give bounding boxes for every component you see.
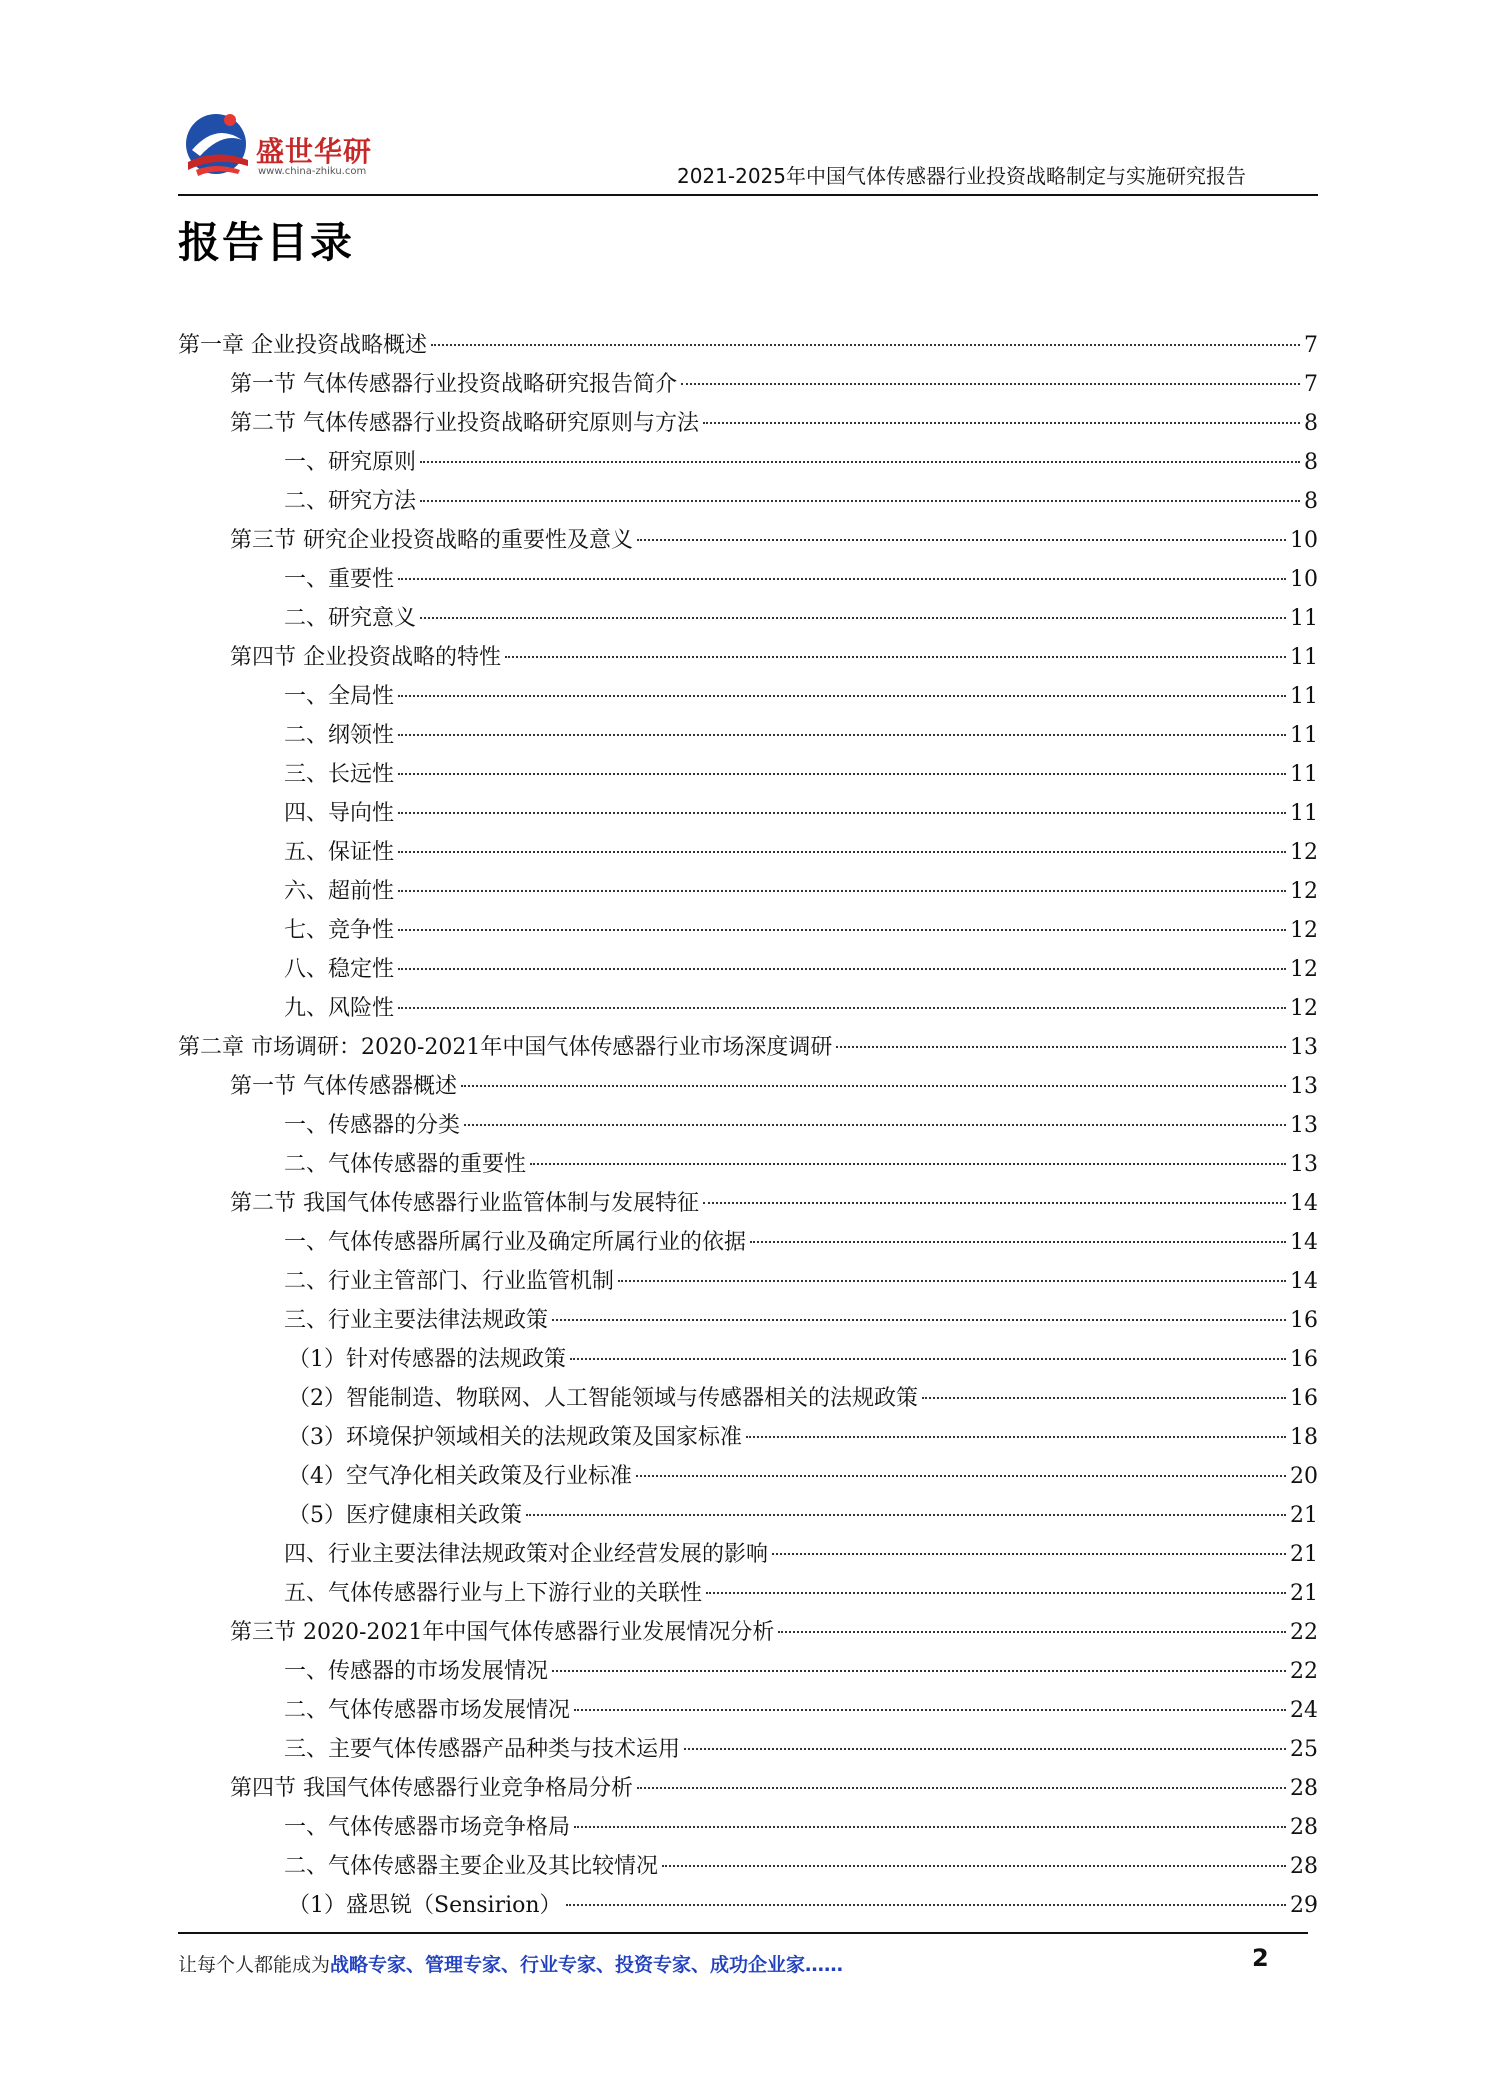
toc-entry-page: 8 xyxy=(1304,489,1318,514)
toc-entry-title: 第二章 市场调研：2020-2021年中国气体传感器行业市场深度调研 xyxy=(178,1035,833,1060)
toc-entry-page: 22 xyxy=(1290,1620,1318,1645)
toc-dot-leader xyxy=(398,890,1286,892)
toc-entry-page: 12 xyxy=(1290,996,1318,1021)
table-of-contents xyxy=(178,326,1318,1925)
toc-entry[interactable] xyxy=(178,1691,1318,1730)
toc-entry-page: 11 xyxy=(1290,684,1318,709)
toc-entry-title: 第一节 气体传感器概述 xyxy=(230,1074,457,1099)
toc-entry-title: 三、主要气体传感器产品种类与技术运用 xyxy=(284,1737,681,1762)
toc-dot-leader xyxy=(750,1241,1286,1243)
toc-entry[interactable] xyxy=(178,482,1318,521)
toc-dot-leader xyxy=(398,812,1286,814)
toc-entry-page: 16 xyxy=(1290,1308,1318,1333)
toc-entry-title: 六、超前性 xyxy=(284,879,395,904)
toc-entry[interactable] xyxy=(178,1418,1318,1457)
toc-entry[interactable] xyxy=(178,716,1318,755)
toc-entry-page: 21 xyxy=(1290,1542,1318,1567)
toc-entry-page: 13 xyxy=(1290,1035,1318,1060)
toc-entry-page: 8 xyxy=(1304,450,1318,475)
toc-entry-title: 一、传感器的分类 xyxy=(284,1113,461,1138)
toc-entry-page: 21 xyxy=(1290,1503,1318,1528)
toc-dot-leader xyxy=(530,1163,1286,1165)
toc-entry-title: 二、研究意义 xyxy=(284,606,417,631)
toc-entry[interactable] xyxy=(178,365,1318,404)
toc-dot-leader xyxy=(681,383,1300,385)
toc-entry[interactable] xyxy=(178,872,1318,911)
page-header xyxy=(178,100,1318,196)
toc-entry-page: 7 xyxy=(1304,333,1318,358)
toc-dot-leader xyxy=(398,695,1286,697)
toc-entry-page: 10 xyxy=(1290,567,1318,592)
toc-entry[interactable] xyxy=(178,1730,1318,1769)
toc-entry-title: 第二节 我国气体传感器行业监管体制与发展特征 xyxy=(230,1191,699,1216)
toc-entry-page: 24 xyxy=(1290,1698,1318,1723)
toc-dot-leader xyxy=(398,851,1286,853)
toc-dot-leader xyxy=(703,1202,1286,1204)
toc-entry-title: 第三节 2020-2021年中国气体传感器行业发展情况分析 xyxy=(230,1620,775,1645)
toc-dot-leader xyxy=(398,1007,1286,1009)
toc-entry-title: 第一章 企业投资战略概述 xyxy=(178,333,427,358)
toc-entry[interactable] xyxy=(178,1379,1318,1418)
company-logo xyxy=(178,100,378,180)
toc-entry-page: 28 xyxy=(1290,1815,1318,1840)
toc-entry-page: 25 xyxy=(1290,1737,1318,1762)
toc-entry-title: （4）空气净化相关政策及行业标准 xyxy=(288,1464,632,1489)
toc-entry-page: 11 xyxy=(1290,645,1318,670)
footer-divider xyxy=(178,1932,1308,1934)
toc-entry-page: 16 xyxy=(1290,1386,1318,1411)
toc-entry-title: （2）智能制造、物联网、人工智能领域与传感器相关的法规政策 xyxy=(288,1386,918,1411)
toc-entry-page: 20 xyxy=(1290,1464,1318,1489)
toc-entry-page: 11 xyxy=(1290,762,1318,787)
toc-dot-leader xyxy=(772,1553,1286,1555)
toc-entry[interactable] xyxy=(178,1457,1318,1496)
toc-entry[interactable] xyxy=(178,1340,1318,1379)
brand-name: 盛世华研 xyxy=(256,135,373,168)
toc-entry-title: 第一节 气体传感器行业投资战略研究报告简介 xyxy=(230,372,677,397)
toc-entry-page: 7 xyxy=(1304,372,1318,397)
toc-dot-leader xyxy=(420,500,1300,502)
toc-entry-page: 10 xyxy=(1290,528,1318,553)
toc-entry-title: 七、竞争性 xyxy=(284,918,395,943)
toc-entry[interactable] xyxy=(178,1145,1318,1184)
toc-dot-leader xyxy=(684,1748,1286,1750)
toc-dot-leader xyxy=(778,1631,1286,1633)
brand-url: www.china-zhiku.com xyxy=(258,166,367,177)
toc-entry-title: 二、纲领性 xyxy=(284,723,395,748)
toc-entry-title: （3）环境保护领域相关的法规政策及国家标准 xyxy=(288,1425,742,1450)
toc-entry-page: 11 xyxy=(1290,723,1318,748)
toc-entry-page: 11 xyxy=(1290,606,1318,631)
toc-entry-title: 三、行业主要法律法规政策 xyxy=(284,1308,549,1333)
toc-entry-page: 12 xyxy=(1290,918,1318,943)
toc-dot-leader xyxy=(746,1436,1286,1438)
toc-entry[interactable] xyxy=(178,1535,1318,1574)
toc-entry-page: 14 xyxy=(1290,1269,1318,1294)
toc-entry[interactable] xyxy=(178,989,1318,1028)
toc-entry-page: 13 xyxy=(1290,1074,1318,1099)
toc-entry-title: 第三节 研究企业投资战略的重要性及意义 xyxy=(230,528,633,553)
toc-dot-leader xyxy=(706,1592,1286,1594)
logo-emblem-icon xyxy=(178,100,254,180)
toc-entry[interactable] xyxy=(178,1223,1318,1262)
toc-entry-title: 二、气体传感器主要企业及其比较情况 xyxy=(284,1854,659,1879)
toc-entry[interactable] xyxy=(178,1847,1318,1886)
header-divider xyxy=(178,194,1318,196)
toc-entry-page: 14 xyxy=(1290,1191,1318,1216)
toc-entry-title: 第四节 我国气体传感器行业竞争格局分析 xyxy=(230,1776,633,1801)
page-number: 2 xyxy=(1252,1944,1269,1972)
toc-entry[interactable] xyxy=(178,1613,1318,1652)
toc-dot-leader xyxy=(552,1319,1286,1321)
toc-entry-title: 一、重要性 xyxy=(284,567,395,592)
page-title: 报告目录 xyxy=(178,218,355,267)
footer-slogan-prefix: 让每个人都能成为 xyxy=(178,1954,331,1976)
toc-entry[interactable] xyxy=(178,638,1318,677)
toc-dot-leader xyxy=(398,578,1286,580)
toc-entry-title: 三、长远性 xyxy=(284,762,395,787)
toc-entry[interactable] xyxy=(178,755,1318,794)
toc-dot-leader xyxy=(420,617,1286,619)
toc-entry-title: 五、保证性 xyxy=(284,840,395,865)
toc-entry-title: 五、气体传感器行业与上下游行业的关联性 xyxy=(284,1581,703,1606)
toc-entry-page: 11 xyxy=(1290,801,1318,826)
toc-entry[interactable] xyxy=(178,950,1318,989)
toc-entry[interactable] xyxy=(178,833,1318,872)
toc-dot-leader xyxy=(922,1397,1286,1399)
toc-entry[interactable] xyxy=(178,1652,1318,1691)
toc-dot-leader xyxy=(637,1787,1286,1789)
toc-dot-leader xyxy=(836,1046,1286,1048)
toc-dot-leader xyxy=(526,1514,1286,1516)
toc-dot-leader xyxy=(703,422,1300,424)
toc-entry-page: 29 xyxy=(1290,1893,1318,1918)
toc-dot-leader xyxy=(637,539,1286,541)
toc-dot-leader xyxy=(574,1826,1286,1828)
toc-entry-title: 一、气体传感器市场竞争格局 xyxy=(284,1815,571,1840)
toc-entry[interactable] xyxy=(178,326,1318,365)
toc-entry[interactable] xyxy=(178,677,1318,716)
toc-entry[interactable] xyxy=(178,1184,1318,1223)
toc-entry-title: 一、全局性 xyxy=(284,684,395,709)
toc-entry-page: 21 xyxy=(1290,1581,1318,1606)
toc-entry[interactable] xyxy=(178,1067,1318,1106)
toc-dot-leader xyxy=(636,1475,1286,1477)
toc-entry[interactable] xyxy=(178,1106,1318,1145)
toc-entry-page: 13 xyxy=(1290,1113,1318,1138)
toc-entry-page: 28 xyxy=(1290,1776,1318,1801)
toc-entry[interactable] xyxy=(178,404,1318,443)
toc-entry[interactable] xyxy=(178,1769,1318,1808)
toc-entry[interactable] xyxy=(178,1496,1318,1535)
toc-entry-title: 二、气体传感器的重要性 xyxy=(284,1152,527,1177)
toc-dot-leader xyxy=(398,734,1286,736)
toc-entry[interactable] xyxy=(178,1028,1318,1067)
toc-entry-page: 13 xyxy=(1290,1152,1318,1177)
toc-entry-title: 四、导向性 xyxy=(284,801,395,826)
toc-dot-leader xyxy=(431,344,1300,346)
toc-dot-leader xyxy=(398,929,1286,931)
toc-entry[interactable] xyxy=(178,443,1318,482)
toc-entry-title: 一、气体传感器所属行业及确定所属行业的依据 xyxy=(284,1230,747,1255)
toc-dot-leader xyxy=(570,1358,1286,1360)
toc-entry[interactable] xyxy=(178,1301,1318,1340)
toc-entry-title: 四、行业主要法律法规政策对企业经营发展的影响 xyxy=(284,1542,769,1567)
toc-entry-title: 二、行业主管部门、行业监管机制 xyxy=(284,1269,615,1294)
toc-entry-page: 18 xyxy=(1290,1425,1318,1450)
toc-entry-title: 一、传感器的市场发展情况 xyxy=(284,1659,549,1684)
toc-dot-leader xyxy=(398,773,1286,775)
toc-entry-page: 12 xyxy=(1290,840,1318,865)
toc-entry[interactable] xyxy=(178,1886,1318,1925)
footer-slogan xyxy=(178,1950,1278,1977)
toc-entry[interactable] xyxy=(178,794,1318,833)
toc-entry-title: 一、研究原则 xyxy=(284,450,417,475)
toc-dot-leader xyxy=(420,461,1300,463)
toc-dot-leader xyxy=(464,1124,1286,1126)
toc-entry-title: 八、稳定性 xyxy=(284,957,395,982)
toc-entry-title: 第二节 气体传感器行业投资战略研究原则与方法 xyxy=(230,411,699,436)
toc-dot-leader xyxy=(552,1670,1286,1672)
toc-entry-page: 28 xyxy=(1290,1854,1318,1879)
toc-entry-title: （1）针对传感器的法规政策 xyxy=(288,1347,566,1372)
toc-entry-title: （5）医疗健康相关政策 xyxy=(288,1503,522,1528)
toc-entry[interactable] xyxy=(178,911,1318,950)
toc-entry[interactable] xyxy=(178,1808,1318,1847)
toc-entry[interactable] xyxy=(178,521,1318,560)
toc-entry-page: 14 xyxy=(1290,1230,1318,1255)
toc-dot-leader xyxy=(398,968,1286,970)
toc-dot-leader xyxy=(505,656,1286,658)
toc-entry-title: （1）盛思锐（Sensirion） xyxy=(288,1893,562,1918)
toc-entry-title: 第四节 企业投资战略的特性 xyxy=(230,645,501,670)
toc-entry-page: 16 xyxy=(1290,1347,1318,1372)
toc-entry[interactable] xyxy=(178,1574,1318,1613)
toc-entry[interactable] xyxy=(178,1262,1318,1301)
toc-dot-leader xyxy=(566,1904,1286,1906)
toc-entry[interactable] xyxy=(178,599,1318,638)
toc-entry-page: 12 xyxy=(1290,957,1318,982)
toc-entry-title: 九、风险性 xyxy=(284,996,395,1021)
toc-dot-leader xyxy=(461,1085,1286,1087)
report-title: 2021-2025年中国气体传感器行业投资战略制定与实施研究报告 xyxy=(676,164,1246,188)
toc-entry-page: 12 xyxy=(1290,879,1318,904)
toc-entry[interactable] xyxy=(178,560,1318,599)
toc-entry-page: 8 xyxy=(1304,411,1318,436)
toc-dot-leader xyxy=(574,1709,1286,1711)
toc-entry-page: 22 xyxy=(1290,1659,1318,1684)
toc-entry-title: 二、研究方法 xyxy=(284,489,417,514)
footer-slogan-emphasis: 战略专家、管理专家、行业专家、投资专家、成功企业家…… xyxy=(330,1954,844,1976)
toc-dot-leader xyxy=(662,1865,1286,1867)
toc-entry-title: 二、气体传感器市场发展情况 xyxy=(284,1698,571,1723)
toc-dot-leader xyxy=(618,1280,1286,1282)
